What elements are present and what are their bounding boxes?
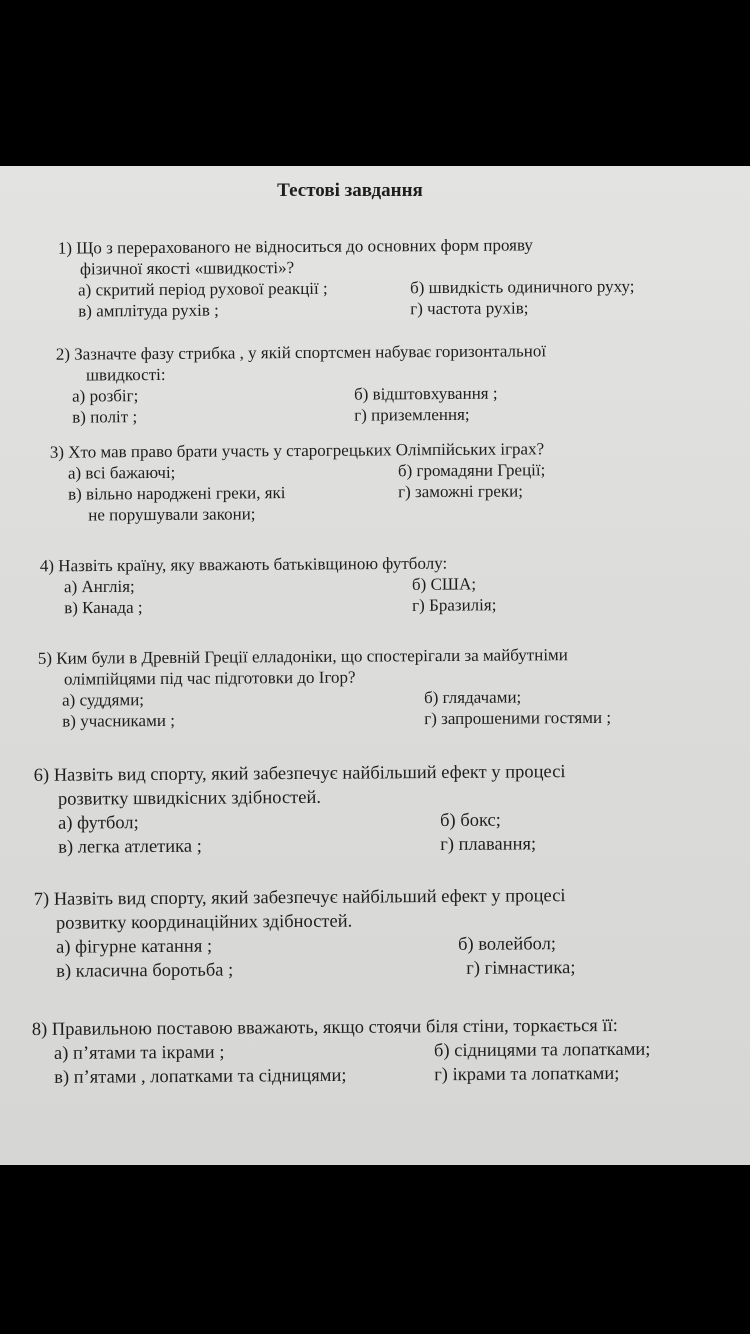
question-5-text-cont: олімпійцями під час підготовки до Ігор? (63, 667, 356, 689)
question-3 (50, 438, 545, 525)
question-6-option-d: г) плавання; (440, 834, 537, 856)
question-5-option-b: б) глядачами; (424, 687, 522, 708)
question-1-option-c: в) амплітуда рухів ; (78, 300, 219, 321)
question-6 (34, 760, 566, 860)
question-8 (31, 1014, 651, 1090)
question-3-option-d: г) заможні греки; (398, 481, 524, 502)
question-7-text: 7) Назвіть вид спорту, який забезпечує найбільший ефект у процесі (33, 886, 566, 910)
question-5-text: 5) Ким були в Древній Греції елладоніки, що спостерігали за майбутніми (37, 645, 568, 668)
question-4-option-d: г) Бразилія; (412, 595, 497, 615)
question-3-option-b: б) громадяни Греції; (397, 460, 546, 481)
question-3-option-c-cont: не порушували закони; (88, 504, 256, 525)
question-2-text-cont: швидкості: (85, 364, 166, 385)
question-4-text: 4) Назвіть країну, яку вважають батьківщиною футболу: (39, 553, 448, 576)
question-7-text-cont: розвитку координаційних здібностей. (55, 911, 353, 934)
question-3-option-a: а) всі бажаючі; (67, 462, 176, 483)
question-3-text: 3) Хто мав право брати участь у старогрецьких Олімпійських іграх? (49, 439, 545, 462)
document-title: Тестові завдання (277, 180, 423, 201)
question-8-option-d: г) ікрами та лопатками; (434, 1063, 620, 1086)
question-1-option-d: г) частота рухів; (410, 298, 529, 319)
question-3-option-c: в) вільно народжені греки, які (68, 483, 286, 504)
question-7 (33, 884, 576, 984)
question-7-option-d: г) гімнастика; (466, 958, 576, 979)
question-2 (56, 340, 547, 427)
question-1-option-a: а) скритий період рухової реакції ; (78, 278, 328, 300)
question-5 (37, 644, 612, 732)
question-8-option-a: а) п’ятами та ікрами ; (53, 1042, 225, 1064)
question-4 (39, 553, 497, 619)
question-8-option-b: б) сідницями та лопатками; (433, 1039, 651, 1062)
question-2-option-c: в) політ ; (72, 407, 138, 427)
question-7-option-a: а) фігурне катання ; (56, 936, 213, 958)
question-6-option-b: б) бокс; (440, 810, 501, 832)
question-5-option-a: а) суддями; (62, 690, 145, 710)
question-1 (57, 234, 635, 321)
question-6-text-cont: розвитку швидкісних здібностей. (57, 787, 322, 810)
question-2-option-b: б) відштовхування ; (354, 383, 498, 404)
question-1-option-b: б) швидкість одиничного руху; (410, 276, 635, 298)
question-2-text: 2) Зазначте фазу стрибка , у якій спортсмен набуває горизонтальної (55, 341, 547, 364)
question-6-text: 6) Назвіть вид спорту, який забезпечує найбільший ефект у процесі (33, 762, 566, 786)
question-5-option-c: в) учасниками ; (62, 710, 175, 731)
question-2-option-d: г) приземлення; (354, 404, 470, 425)
question-7-option-c: в) класична боротьба ; (56, 960, 234, 982)
paper-sheet (0, 166, 750, 1165)
question-7-option-b: б) волейбол; (458, 934, 557, 955)
question-5-option-d: г) запрошеними гостями ; (424, 707, 612, 729)
question-8-text: 8) Правильною поставою вважають, якщо стоячи біля стіни, торкається її: (31, 1015, 618, 1041)
question-1-text: 1) Що з перерахованого не відноситься до основних форм прояву (57, 235, 533, 258)
question-2-option-a: а) розбіг; (72, 386, 139, 406)
question-4-option-a: а) Англія; (63, 576, 135, 597)
question-1-text-cont: фізичної якості «швидкості»? (79, 258, 295, 279)
question-4-option-c: в) Канада ; (64, 597, 143, 618)
question-6-option-a: а) футбол; (58, 813, 139, 834)
question-4-option-b: б) США; (411, 574, 477, 594)
question-8-option-c: в) п’ятами , лопатками та сідницями; (54, 1065, 347, 1088)
question-6-option-c: в) легка атлетика ; (58, 836, 202, 858)
